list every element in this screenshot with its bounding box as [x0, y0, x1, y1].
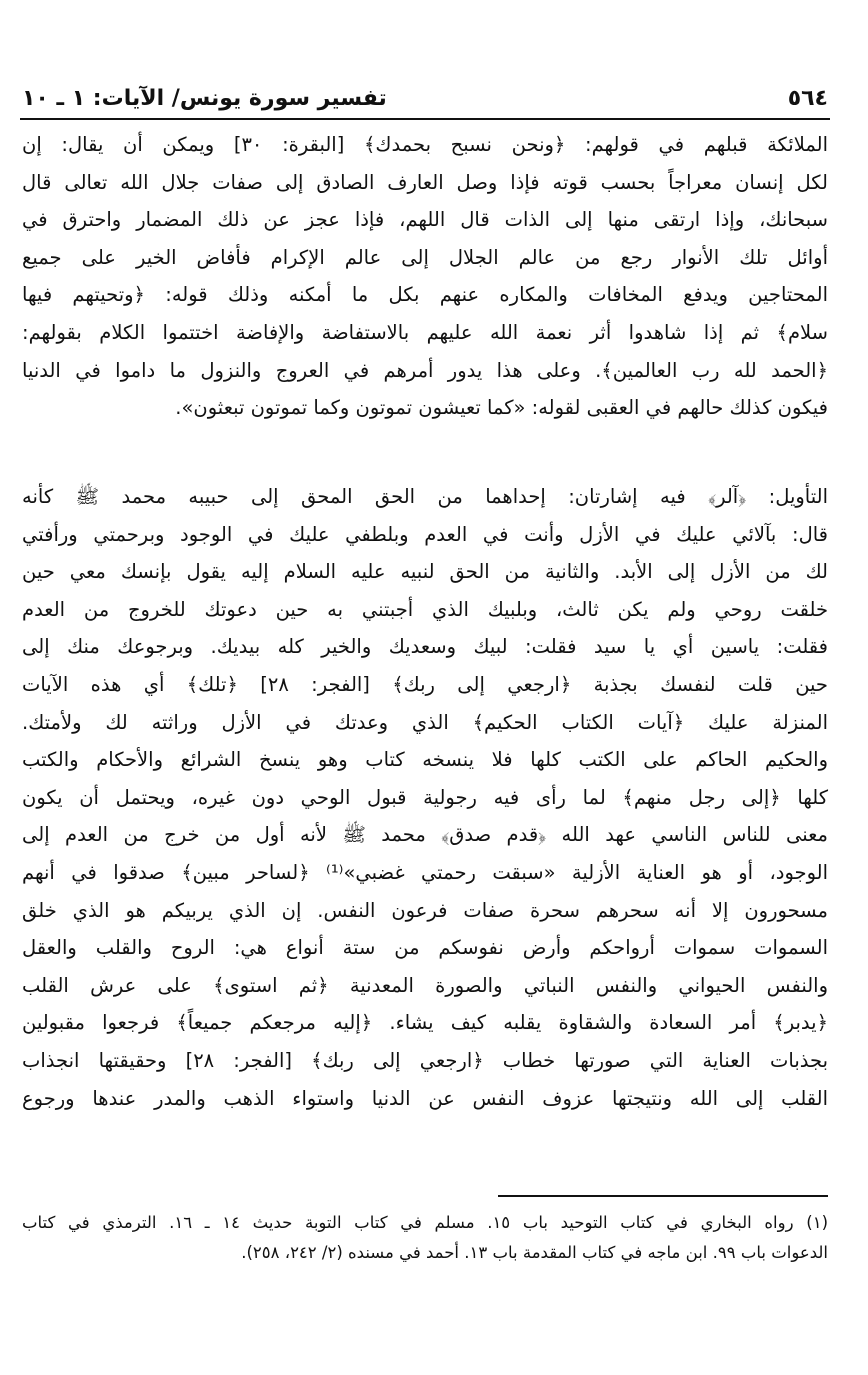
text-line: المنزلة عليك ﴿آيات الكتاب الحكيم﴾ الذي وعدتك في الأزل وراثته لك ولأمتك. [22, 710, 828, 734]
text-line: الملائكة قبلهم في قولهم: ﴿ونحن نسبح بحمدك﴾ [البقرة: ٣٠] ويمكن أن يقال: إن [22, 133, 828, 156]
text-line: خلقت روحي ولم يكن ثالث، وبلبيك الذي أجبتني به حين دعوتك للخروج من العدم [22, 597, 828, 621]
footnote-rule [498, 1195, 828, 1197]
text-line: الوجود، أو هو العناية الأزلية «سبقت رحمتي غضبي»⁽¹⁾ ﴿لساحر مبين﴾ صدقوا في أنهم [22, 860, 828, 884]
running-title: تفسير سورة يونس/ الآيات: ١ ـ ١٠ [22, 85, 387, 111]
footnote [22, 1208, 828, 1268]
text-line: حين قلت لنفسك بجذبة ﴿ارجعي إلى ربك﴾ [الفجر: ٢٨] ﴿تلك﴾ أي هذه الآيات [22, 672, 828, 696]
footnote-line: (١) رواه البخاري في كتاب التوحيد باب ١٥. مسلم في كتاب التوبة حديث ١٤ ـ ١٦. الترمذي في كتاب [22, 1213, 828, 1232]
text-line: مسحورون إلا أنه سحرهم سحرة صفات فرعون النفس. إن الذي يربيكم هو الذي خلق [22, 898, 828, 922]
page-number: ٥٦٤ [787, 85, 828, 111]
text-line: القلب إلى الله ونتيجتها عزوف النفس عن الدنيا واستواء الذهب والمدر عندها ورجوع [22, 1086, 828, 1110]
text-line: معنى للناس الناسي عهد الله ﴿قدم صدق﴾ محمد ﷺ لأنه أول من خرج من العدم إلى [22, 823, 828, 847]
paragraph-commentary [22, 126, 828, 427]
text-line: كلها ﴿إلى رجل منهم﴾ لما رأى فيه رجولية قبول الوحي دون غيره، ويحتمل أن يكون [22, 785, 828, 809]
text-line: ﴿يدبر﴾ أمر السعادة والشقاوة يقلبه كيف يشاء. ﴿إليه مرجعكم جميعاً﴾ فرجعوا مقبولين [22, 1011, 828, 1035]
paragraph-tawil [22, 478, 828, 1117]
text-line: فيكون كذلك حالهم في العقبى لقوله: «كما تعيشون تموتون وكما تموتون تبعثون». [175, 396, 828, 420]
text-line: والحكيم الحاكم على الكتب كلها فلا ينسخه كتاب وهو ينسخ الشرائع والأحكام والكتب [22, 748, 828, 772]
page-header [22, 80, 828, 116]
footnote-line: الدعوات باب ٩٩. ابن ماجه في كتاب المقدمة باب ١٣. أحمد في مسنده (٢/ ٢٤٢، ٢٥٨). [241, 1243, 828, 1262]
text-line: سلام﴾ ثم إذا شاهدوا أثر نعمة الله عليهم بالاستفاضة والإفاضة اختتموا الكلام بقولهم: [22, 320, 828, 344]
text-line: التأويل: ﴿آلر﴾ فيه إشارتان: إحداهما من الحق المحق إلى حبيبه محمد ﷺ كأنه [22, 485, 828, 508]
text-line: فقلت: ياسين أي يا سيد فقلت: لبيك وسعديك والخير كله بيديك. وبرجوعك منك إلى [22, 635, 828, 659]
text-line: لك من الأزل إلى الأبد. والثانية من الحق لنبيه عليه السلام إليه يقول بإنسك معي حين [22, 560, 828, 584]
text-line: لكل إنسان معراجاً بحسب قوته فإذا وصل العارف الصادق إلى صفات جلال الله تعالى قال [22, 170, 828, 194]
header-rule [20, 118, 830, 120]
text-line: السموات سموات أرواحكم وأرض نفوسكم من ستة أنواع هي: الروح والقلب والعقل [22, 936, 828, 960]
text-line: قال: بآلائي عليك في الأزل وأنت في العدم وبلطفي عليك في الوجود وبرحمتي ورأفتي [22, 522, 828, 546]
text-line: والنفس الحيواني والنفس النباتي والصورة المعدنية ﴿ثم استوى﴾ على عرش القلب [22, 973, 828, 997]
text-line: بجذبات العناية التي صورتها خطاب ﴿ارجعي إلى ربك﴾ [الفجر: ٢٨] وحقيقتها انجذاب [22, 1048, 828, 1072]
text-line: سبحانك، وإذا ارتقى منها إلى الذات قال اللهم، فإذا عجز عن ذلك المضمار واحترق في [22, 208, 828, 232]
text-line: المحتاجين ويدفع المخافات والمكاره عنهم بكل ما أمكنه وذلك قوله: ﴿وتحيتهم فيها [22, 283, 828, 307]
text-line: ﴿الحمد لله رب العالمين﴾. وعلى هذا يدور أمرهم في العروج والنزول ما داموا في الدنيا [22, 358, 828, 382]
text-line: أوائل تلك الأنوار رجع من عالم الجلال إلى عالم الإكرام فأفاض الخير على جميع [22, 245, 828, 269]
